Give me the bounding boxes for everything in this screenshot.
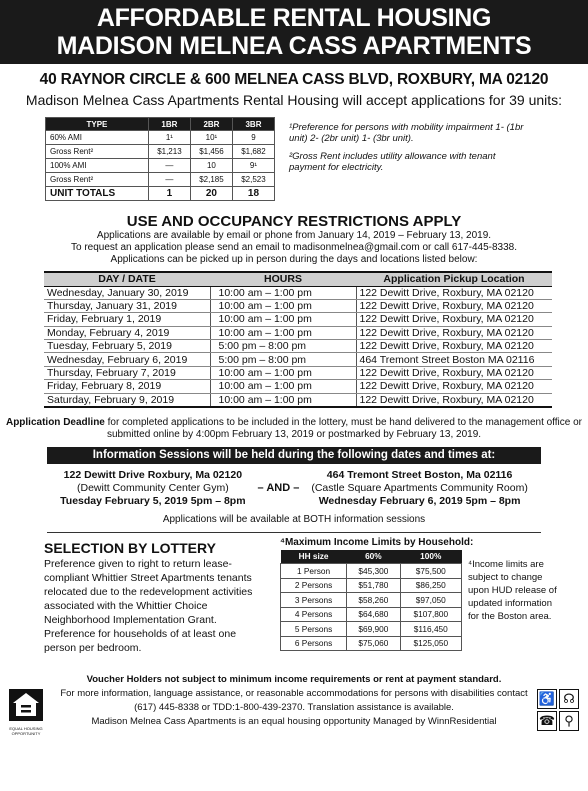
table-cell: $107,800 xyxy=(400,607,461,622)
table-cell: 6 Persons xyxy=(281,636,347,651)
income-header: 100% xyxy=(400,550,461,564)
units-header: 1BR xyxy=(148,118,190,131)
income-note: ⁴Income limits are subject to change upon HUD release of updated information for the Boston area. xyxy=(468,558,557,622)
location-cell: 464 Tremont Street Boston MA 02116 xyxy=(356,353,552,366)
table-cell: 5 Persons xyxy=(281,622,347,637)
lottery-income-section xyxy=(44,537,588,655)
deadline-text: for completed applications to be included in the lottery, must be hand delivered to the management office or submitted online by 4:00pm February 13, 2019 or postmarked by February 13, 2019. xyxy=(104,416,583,440)
units-header-row xyxy=(46,118,275,131)
info-session-right xyxy=(311,469,528,508)
info-session-left xyxy=(60,469,245,508)
table-cell: $58,260 xyxy=(347,593,400,608)
table-row xyxy=(281,593,462,608)
table-row xyxy=(46,159,275,173)
table-cell: 20 xyxy=(190,187,232,201)
table-cell: $1,213 xyxy=(148,145,190,159)
table-cell: $97,050 xyxy=(400,593,461,608)
table-cell: 100% AMI xyxy=(46,159,149,173)
voucher-note: Voucher Holders not subject to minimum income requirements or rent at payment standard. xyxy=(86,673,502,685)
day-cell: Monday, February 4, 2019 xyxy=(44,326,210,339)
hours-cell: 5:00 pm – 8:00 pm xyxy=(210,340,356,353)
contact-line-2: (617) 445-8338 or TDD:1-800-439-2370. Translation assistance is available. xyxy=(134,701,454,713)
hearing-icon: ☊ xyxy=(559,689,579,709)
hours-cell: 10:00 am – 1:00 pm xyxy=(210,286,356,299)
income-limits-block xyxy=(280,537,558,655)
equal-housing-logo xyxy=(7,689,45,736)
title-banner xyxy=(0,0,588,64)
location-cell: 122 Dewitt Drive, Roxbury, MA 02120 xyxy=(356,326,552,339)
units-header: 3BR xyxy=(232,118,274,131)
application-deadline xyxy=(0,417,588,441)
location-cell: 122 Dewitt Drive, Roxbury, MA 02120 xyxy=(356,299,552,312)
restrictions-line-2: To request an application please send an email to madisonmelnea@gmail.com or call 617-445-8338. xyxy=(71,242,517,253)
session-date: Wednesday February 6, 2019 5pm – 8pm xyxy=(318,494,521,507)
schedule-header: Application Pickup Location xyxy=(356,272,552,286)
title-line-2: MADISON MELNEA CASS APARTMENTS xyxy=(56,32,532,60)
table-row xyxy=(44,299,552,312)
and-separator: – AND – xyxy=(257,481,300,494)
table-cell: $64,680 xyxy=(347,607,400,622)
day-cell: Wednesday, January 30, 2019 xyxy=(44,286,210,299)
table-row xyxy=(281,607,462,622)
table-row xyxy=(281,636,462,651)
hours-cell: 10:00 am – 1:00 pm xyxy=(210,326,356,339)
table-cell: 1 Person xyxy=(281,564,347,579)
hours-cell: 10:00 am – 1:00 pm xyxy=(210,393,356,407)
income-header-row xyxy=(281,550,462,564)
session-date: Tuesday February 5, 2019 5pm – 8pm xyxy=(60,494,246,507)
intro-text: Madison Melnea Cass Apartments Rental Housing will accept applications for 39 units: xyxy=(25,92,563,108)
house-icon xyxy=(9,689,43,721)
table-cell: $75,500 xyxy=(400,564,461,579)
lottery-block xyxy=(44,537,270,655)
table-cell: UNIT TOTALS xyxy=(46,187,149,201)
table-cell: $125,050 xyxy=(400,636,461,651)
table-cell: $1,682 xyxy=(232,145,274,159)
income-limits-table xyxy=(280,550,462,652)
table-row xyxy=(44,380,552,393)
schedule-header: DAY / DATE xyxy=(44,272,210,286)
table-cell: Gross Rent² xyxy=(46,173,149,187)
deadline-label: Application Deadline xyxy=(5,416,105,428)
table-row xyxy=(281,622,462,637)
table-cell: $51,780 xyxy=(347,578,400,593)
table-row xyxy=(46,131,275,145)
restrictions-line-1: Applications are available by email or phone from January 14, 2019 – February 13, 2019. xyxy=(96,230,492,241)
hours-cell: 10:00 am – 1:00 pm xyxy=(210,366,356,379)
day-cell: Saturday, February 9, 2019 xyxy=(44,393,210,407)
note-preference: ¹Preference for persons with mobility impairment 1- (1br unit) 2- (2br unit) 1- (3br unit). xyxy=(289,122,524,144)
table-cell: $116,450 xyxy=(400,622,461,637)
table-cell: 9¹ xyxy=(232,159,274,173)
info-session-locations xyxy=(0,469,588,508)
session-place: (Castle Square Apartments Community Room) xyxy=(311,481,528,494)
day-cell: Tuesday, February 5, 2019 xyxy=(44,340,210,353)
table-cell: Gross Rent² xyxy=(46,145,149,159)
table-cell: $2,523 xyxy=(232,173,274,187)
hours-cell: 10:00 am – 1:00 pm xyxy=(210,380,356,393)
blind-icon: ⚲ xyxy=(559,711,579,731)
table-row xyxy=(44,286,552,299)
session-place: (Dewitt Community Center Gym) xyxy=(77,481,229,494)
wheelchair-icon: ♿ xyxy=(537,689,557,709)
hours-cell: 10:00 am – 1:00 pm xyxy=(210,313,356,326)
eho-label: EQUAL HOUSING OPPORTUNITY xyxy=(9,725,43,736)
lottery-title: SELECTION BY LOTTERY xyxy=(44,539,216,556)
income-inner xyxy=(280,550,558,652)
table-cell: 60% AMI xyxy=(46,131,149,145)
lottery-text: Preference given to right to return lease-compliant Whittier Street Apartments tenants relocated due to the redevelopment activities associated with the Whittier Choice Neighborhood Implementation Grant. Preference for households of at least one person per bedroom. xyxy=(44,557,253,654)
table-cell: 2 Persons xyxy=(281,578,347,593)
contact-line-1: For more information, language assistance, or reasonable accommodations for persons with disabilities contact xyxy=(60,687,528,699)
location-cell: 122 Dewitt Drive, Roxbury, MA 02120 xyxy=(356,366,552,379)
table-row xyxy=(281,564,462,579)
session-address: 464 Tremont Street Boston, Ma 02116 xyxy=(326,468,513,481)
title-line-1: AFFORDABLE RENTAL HOUSING xyxy=(96,4,492,32)
location-cell: 122 Dewitt Drive, Roxbury, MA 02120 xyxy=(356,393,552,407)
table-cell: 10¹ xyxy=(190,131,232,145)
restrictions-title: USE AND OCCUPANCY RESTRICTIONS APPLY xyxy=(126,213,462,230)
table-cell: $45,300 xyxy=(347,564,400,579)
location-cell: 122 Dewitt Drive, Roxbury, MA 02120 xyxy=(356,313,552,326)
table-row xyxy=(46,145,275,159)
day-cell: Friday, February 8, 2019 xyxy=(44,380,210,393)
table-cell: $75,060 xyxy=(347,636,400,651)
table-cell: $69,900 xyxy=(347,622,400,637)
location-cell: 122 Dewitt Drive, Roxbury, MA 02120 xyxy=(356,286,552,299)
table-cell: 1 xyxy=(148,187,190,201)
footer xyxy=(0,673,588,736)
units-header: 2BR xyxy=(190,118,232,131)
schedule-header-row xyxy=(44,272,552,286)
day-cell: Thursday, January 31, 2019 xyxy=(44,299,210,312)
table-cell: 10 xyxy=(190,159,232,173)
day-cell: Wednesday, February 6, 2019 xyxy=(44,353,210,366)
divider xyxy=(47,532,541,533)
table-row xyxy=(44,353,552,366)
income-header: HH size xyxy=(281,550,347,564)
note-gross-rent: ²Gross Rent includes utility allowance with tenant payment for electricity. xyxy=(289,151,496,173)
table-row xyxy=(46,173,275,187)
table-cell: — xyxy=(148,159,190,173)
unit-notes xyxy=(289,122,529,201)
table-cell: $1,456 xyxy=(190,145,232,159)
location-cell: 122 Dewitt Drive, Roxbury, MA 02120 xyxy=(356,380,552,393)
accessibility-icons xyxy=(537,689,579,731)
income-header: 60% xyxy=(347,550,400,564)
session-address: 122 Dewitt Drive Roxbury, Ma 02120 xyxy=(63,468,243,481)
units-table xyxy=(45,117,275,201)
table-cell: — xyxy=(148,173,190,187)
table-cell: 1¹ xyxy=(148,131,190,145)
hours-cell: 5:00 pm – 8:00 pm xyxy=(210,353,356,366)
income-limits-title: ⁴Maximum Income Limits by Household: xyxy=(280,536,474,548)
schedule-header: HOURS xyxy=(210,272,356,286)
units-section xyxy=(45,117,588,201)
hours-cell: 10:00 am – 1:00 pm xyxy=(210,299,356,312)
table-row xyxy=(44,366,552,379)
day-cell: Thursday, February 7, 2019 xyxy=(44,366,210,379)
table-cell: 3 Persons xyxy=(281,593,347,608)
location-cell: 122 Dewitt Drive, Roxbury, MA 02120 xyxy=(356,340,552,353)
availability-note: Applications will be available at BOTH information sessions xyxy=(162,513,426,525)
table-cell: $2,185 xyxy=(190,173,232,187)
property-address: 40 RAYNOR CIRCLE & 600 MELNEA CASS BLVD, ROXBURY, MA 02120 xyxy=(39,71,549,88)
table-row xyxy=(44,326,552,339)
tty-icon: ☎ xyxy=(537,711,557,731)
table-row xyxy=(44,393,552,407)
unit-totals-row xyxy=(46,187,275,201)
table-row xyxy=(44,340,552,353)
table-row xyxy=(281,578,462,593)
table-cell: 18 xyxy=(232,187,274,201)
units-header: TYPE xyxy=(46,118,149,131)
table-row xyxy=(44,313,552,326)
info-sessions-banner: Information Sessions will be held during the following dates and times at: xyxy=(47,447,541,464)
table-cell: 4 Persons xyxy=(281,607,347,622)
table-cell: 9 xyxy=(232,131,274,145)
table-cell: $86,250 xyxy=(400,578,461,593)
pickup-schedule-table xyxy=(44,271,552,408)
day-cell: Friday, February 1, 2019 xyxy=(44,313,210,326)
restrictions-line-3: Applications can be picked up in person during the days and locations listed below: xyxy=(110,254,478,265)
managed-by: Madison Melnea Cass Apartments is an equal housing opportunity Managed by WinnResidential xyxy=(91,715,497,727)
